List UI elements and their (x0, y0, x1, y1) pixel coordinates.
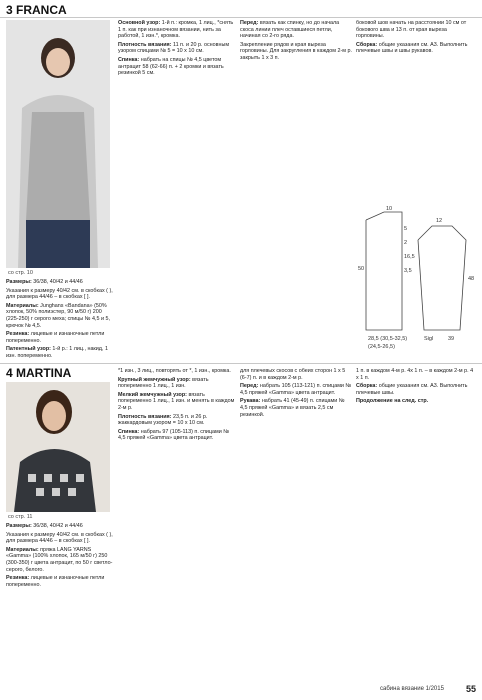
model-illustration (6, 382, 110, 512)
paragraph: Перед: набрать 105 (113-121) п. спицами № 4,5 пряжей «Gamma» цвета антрацит. (240, 383, 352, 396)
instructions-column-4 (356, 20, 476, 200)
continued-note: Продолжение на след. стр. (356, 398, 429, 405)
magazine-name: сабина вязание 1/2015 (380, 686, 444, 692)
page-number: 55 (465, 684, 476, 694)
instructions-column-4b (356, 368, 476, 682)
model-photo (6, 20, 110, 268)
dim-label: 48 (468, 276, 475, 282)
paragraph: Патентный узор: 1-й р.: 1 лиц., накид, 1 изн. попеременно. (6, 346, 108, 359)
section-divider (0, 17, 482, 18)
instructions-column-2 (118, 20, 236, 358)
paragraph: Размеры: 36/38, 40/42 и 44/46 (6, 523, 83, 529)
paragraph: боковой шов начать на расстоянии 10 см от бокового шва и 13 п. от края выреза горловины. (356, 20, 467, 40)
left-instructions-1 (6, 279, 114, 361)
instructions-column-3 (240, 20, 352, 358)
paragraph: Закрепление рядов и края выреза горловины. Для закругления в каждом 2-м р. закрыть 1 х 3 п. (240, 41, 352, 61)
dim-label: 2 (404, 240, 408, 246)
dim-label: 39 (448, 336, 455, 342)
paragraph: Плотность вязания: 11 п. и 20 р. основным узором спицами № 5 = 10 х 10 см. (118, 41, 230, 55)
model-illustration (6, 20, 110, 268)
paragraph: Материалы: пряжа LANG YARNS «Gamma» (100% хлопок, 165 м/50 г) 250 (300-350) г цвета антрацит, по 50 г светло-серого, белого. (6, 546, 113, 573)
section-title: 3 FRANCA (6, 3, 67, 17)
paragraph: Основной узор: 1-й п.: кромка, 1 лиц., *снять 1 п. как при изнаночном вязании, нить за работой, 1 изн.*, кромка. (118, 20, 234, 40)
paragraph: 1 п. в каждом 4-м р. 4х 1 п. – в каждом 2-м р. 4 х 1 п. (356, 368, 474, 381)
section-title: 4 MARTINA (6, 366, 72, 380)
sleeve-outline (418, 226, 466, 330)
left-instructions-2 (6, 523, 114, 681)
instructions-column-3b (240, 368, 352, 682)
paragraph: Спинка: набрать на спицы № 4,5 цветом антрацит 58 (62-66) п. + 2 кромки и вязать резинкой 5 см. (118, 56, 224, 77)
paragraph: *1 изн., 3 лиц., повторять от *, 1 изн., кромка. (118, 368, 231, 374)
dim-label: 28,5 (30,5-32,5) (368, 336, 408, 342)
paragraph: Сборка: общие указания см. А3. Выполнить плечевые швы и швы рукавов. (356, 41, 468, 55)
photo-caption: со стр. 11 (8, 514, 33, 520)
instructions-column-2b (118, 368, 236, 682)
dim-label: 5 (404, 226, 408, 232)
paragraph: Плотность вязания: 23,5 п. и 26 р. жаккардовым узором = 10 х 10 см. (118, 413, 208, 427)
paragraph: Крупный жемчужный узор: вязать попеременно 1 лиц., 1 изн. (118, 376, 209, 390)
dim-label: 16,5 (404, 254, 415, 260)
paragraph: Перед: вязать как спинку, но до начала скоса линии плеч оставшиеся петли, начиная со 2-го ряда. (240, 20, 340, 40)
model-photo (6, 382, 110, 512)
paragraph: Рукава: набрать 41 (45-49) п. спицами № 4,5 пряжей «Gamma» и вязать 2,5 см резинкой. (240, 398, 345, 418)
paragraph: Резинка: лицевые и изнаночные петли попеременно. (6, 331, 105, 344)
dim-label: (24,5-26,5) (368, 344, 395, 350)
body-outline (366, 212, 402, 330)
paragraph: Размеры: 36/38, 40/42 и 44/46 (6, 279, 83, 285)
dim-label: 12 (436, 218, 443, 224)
dim-label: 10 (386, 206, 393, 212)
paragraph: Указания к размеру 40/42 см. в скобках ( ), для размера 44/46 – в скобках [ ]. (6, 531, 113, 545)
dim-label: Sigl (424, 336, 434, 342)
photo-caption: со стр. 10 (8, 270, 33, 276)
paragraph: для плечевых скосов с обеих сторон 1 х 5 (6-7) п. и в каждом 2-м р. (240, 368, 346, 381)
dim-label: 50 (358, 266, 365, 272)
paragraph: Сборка: общие указания см. А3. Выполнить плечевые швы. (356, 383, 468, 396)
section-divider (0, 363, 482, 364)
pattern-schematic (356, 200, 476, 350)
paragraph: Указания к размеру 40/42 см. в скобках ( ), для размера 44/46 – в скобках [ ]. (6, 287, 113, 301)
paragraph: Резинка: лицевые и изнаночные петли попеременно. (6, 575, 105, 588)
paragraph: Спинка: набрать 97 (105-113) п. спицами № 4,5 пряжей «Gamma» цвета антрацит. (118, 428, 230, 442)
dim-label: 3,5 (404, 268, 412, 274)
paragraph: Материалы: Junghans «Bandana» (50% хлопок, 50% полиэстер, 90 м/50 г) 200 (225-250) г серого меха; спицы № 4,5 и 5, крючок № 4,5. (6, 302, 110, 329)
paragraph: Мелкий жемчужный узор: вязать попеременно 1 лиц., 1 изн. и менять в каждом 2-м р. (118, 391, 235, 411)
